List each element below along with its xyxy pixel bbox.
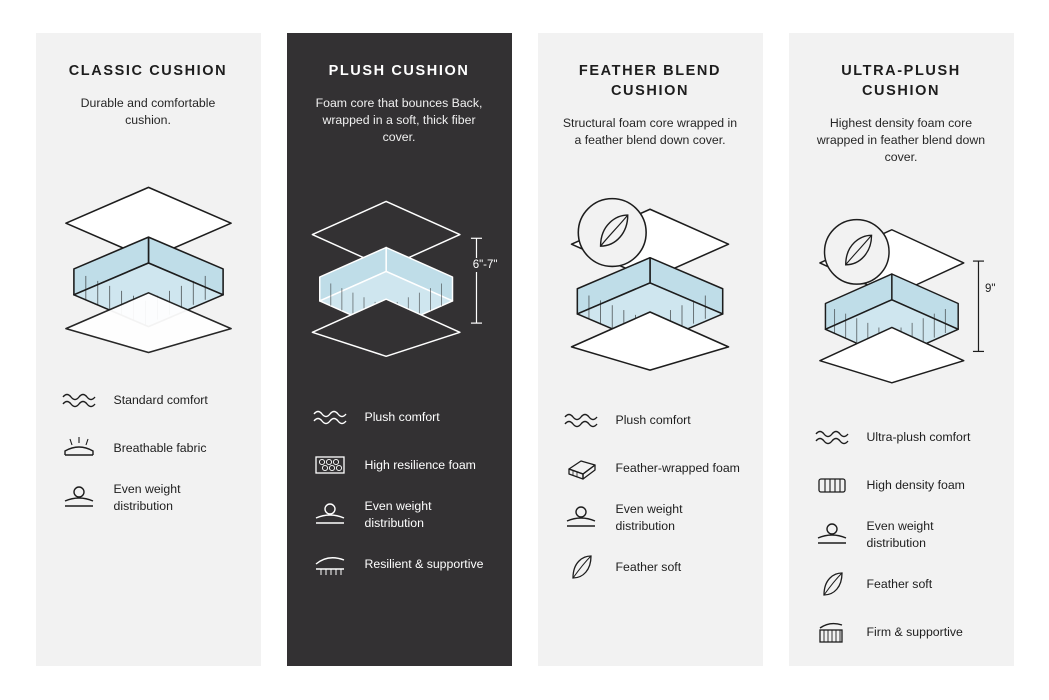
dimension-label: 6"-7": [472, 259, 498, 271]
feature-label: Breathable fabric: [113, 440, 207, 455]
high-density-foam-icon: [811, 470, 853, 500]
feather-wrapped-foam-icon: [560, 453, 602, 483]
support-springs-icon: [309, 549, 351, 579]
feature-label: Resilient & supportive: [364, 556, 484, 571]
feature-label: Feather-wrapped foam: [615, 460, 740, 475]
feature-item: [560, 501, 741, 534]
card-description: Structural foam core wrapped in a feather blend down cover.: [562, 116, 738, 147]
feature-label: Feather soft: [866, 576, 933, 591]
feature-item: [811, 518, 992, 551]
card-feather-blend-cushion: [538, 33, 763, 666]
card-description: Highest density foam core wrapped in feather blend down cover.: [816, 116, 986, 164]
card-ultra-plush-cushion: [789, 33, 1014, 666]
feature-label: Ultra-plush comfort: [866, 429, 971, 444]
dimension-label: 9": [985, 283, 996, 295]
waves-icon: [58, 385, 100, 415]
feature-label: Plush comfort: [364, 409, 440, 424]
feature-item: [560, 405, 741, 435]
feature-label: Even weight distribution: [866, 519, 934, 550]
feature-list: [807, 422, 996, 647]
feature-list: [54, 385, 243, 514]
feature-item: [309, 549, 490, 579]
weight-distribution-icon: [560, 503, 602, 533]
firm-support-icon: [811, 617, 853, 647]
feature-item: [309, 498, 490, 531]
card-title: FEATHER BLEND CUSHION: [578, 63, 722, 99]
feature-item: [309, 450, 490, 480]
waves-icon: [560, 405, 602, 435]
feature-label: Standard comfort: [113, 392, 208, 407]
feature-item: [811, 470, 992, 500]
card-title: ULTRA-PLUSH CUSHION: [841, 63, 961, 99]
feature-item: [58, 433, 239, 463]
feature-item: [58, 385, 239, 415]
feature-label: Feather soft: [615, 559, 682, 574]
weight-distribution-icon: [811, 520, 853, 550]
waves-icon: [811, 422, 853, 452]
leaf-icon: [560, 552, 602, 582]
weight-distribution-icon: [58, 483, 100, 513]
card-classic-cushion: [36, 33, 261, 666]
feature-label: Firm & supportive: [866, 624, 963, 639]
waves-icon: [309, 402, 351, 432]
card-title: PLUSH CUSHION: [328, 63, 470, 79]
feature-list: [305, 402, 494, 579]
feature-item: [811, 569, 992, 599]
cushion-layers-illustration: [305, 162, 498, 392]
feature-item: [309, 402, 490, 432]
card-title: CLASSIC CUSHION: [68, 63, 228, 79]
cushion-layers-illustration: [556, 165, 745, 395]
feature-item: [560, 552, 741, 582]
feature-label: Even weight distribution: [364, 499, 432, 530]
cushion-layers-illustration: [807, 182, 996, 412]
card-plush-cushion: [287, 33, 512, 666]
honeycomb-foam-icon: [309, 450, 351, 480]
cushion-layers-illustration: [54, 145, 243, 375]
feature-list: [556, 405, 745, 582]
feature-item: [811, 617, 992, 647]
feature-item: [811, 422, 992, 452]
weight-distribution-icon: [309, 500, 351, 530]
breathable-fabric-icon: [58, 433, 100, 463]
card-description: Foam core that bounces Back, wrapped in a soft, thick fiber cover.: [315, 96, 483, 144]
feature-label: High resilience foam: [364, 457, 476, 472]
feature-label: Even weight distribution: [615, 502, 683, 533]
feature-item: [58, 481, 239, 514]
feature-item: [560, 453, 741, 483]
card-description: Durable and comfortable cushion.: [80, 96, 216, 127]
feature-label: Plush comfort: [615, 412, 691, 427]
feature-label: Even weight distribution: [113, 482, 181, 513]
feature-label: High density foam: [866, 477, 965, 492]
leaf-icon: [811, 569, 853, 599]
